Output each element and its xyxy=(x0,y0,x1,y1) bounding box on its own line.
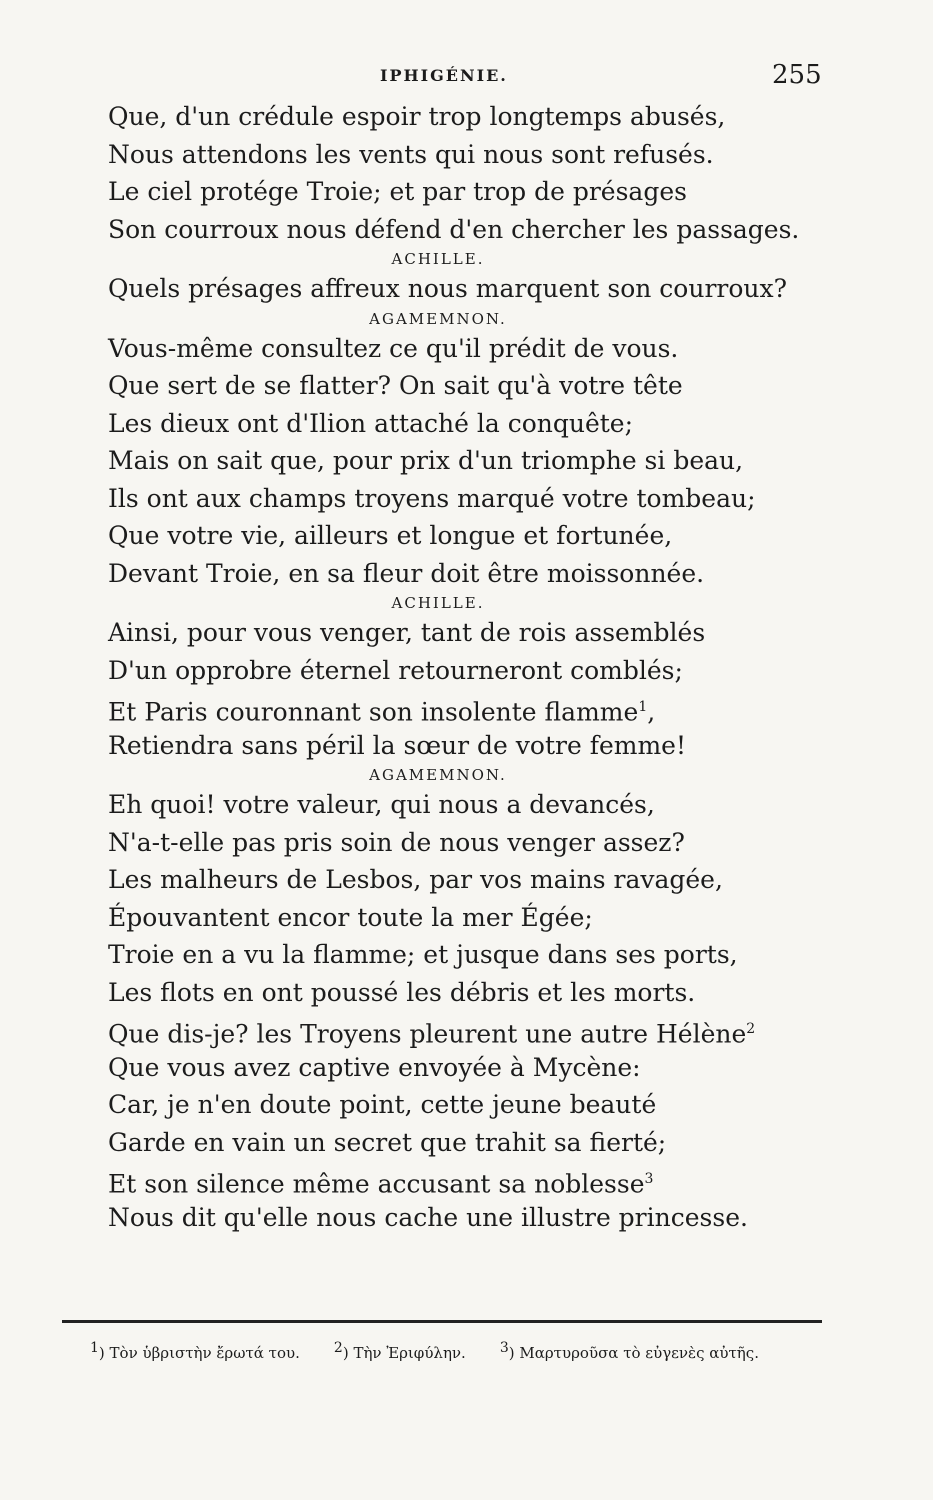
verse-line-text: Que vous avez captive envoyée à Mycène: xyxy=(108,1052,641,1082)
footnote-paren: ) xyxy=(342,1344,354,1362)
verse-line-text: Les dieux ont d'Ilion attaché la conquête; xyxy=(108,408,634,438)
verse-line-text: Les flots en ont poussé les débris et les morts. xyxy=(108,977,696,1007)
verse-line xyxy=(108,136,808,174)
footnote-paren: ) xyxy=(508,1344,520,1362)
verse-line-text: Que dis-je? les Troyens pleurent une autre Hélène xyxy=(108,1019,747,1049)
footnote-number: 3 xyxy=(499,1340,509,1356)
verse-line xyxy=(108,1011,808,1049)
verse-line xyxy=(108,405,808,443)
verse-line xyxy=(108,974,808,1012)
footnote-text: Μαρτυροῦσα τὸ εὐγενὲς αὐτῆς. xyxy=(519,1344,759,1362)
page-header xyxy=(0,60,933,90)
footnote-mark: 3 xyxy=(644,1171,654,1187)
footnote xyxy=(90,1340,300,1362)
verse-line-text: Que, d'un crédule espoir trop longtemps abusés, xyxy=(108,102,726,131)
verse-line xyxy=(108,555,808,593)
verse-text xyxy=(108,98,808,1236)
footnote-text: Τὴν Ἐριφύλην. xyxy=(353,1344,466,1362)
verse-line-text: Troie en a vu la flamme; et jusque dans ses ports, xyxy=(108,940,738,969)
verse-line-text: Nous attendons les vents qui nous sont refusés. xyxy=(108,139,714,169)
verse-line-text: Ils ont aux champs troyens marqué votre tombeau; xyxy=(108,483,756,513)
verse-line xyxy=(108,517,808,555)
verse-line xyxy=(108,270,808,308)
verse-line xyxy=(108,1086,808,1124)
verse-line-text: Son courroux nous défend d'en chercher les passages. xyxy=(108,214,800,244)
verse-line xyxy=(108,211,808,249)
verse-line xyxy=(108,480,808,518)
verse-line xyxy=(108,1161,808,1199)
verse-line xyxy=(108,861,808,899)
verse-line-text: Les malheurs de Lesbos, par vos mains ravagée, xyxy=(108,865,723,894)
footnote xyxy=(334,1340,466,1362)
footnote-rule xyxy=(62,1320,822,1323)
verse-line xyxy=(108,442,808,480)
verse-line xyxy=(108,330,808,368)
verse-line-text: Épouvantent encor toute la mer Égée; xyxy=(108,902,593,932)
speaker-name: ACHILLE. xyxy=(391,250,485,268)
verse-line-text: Ainsi, pour vous venger, tant de rois assemblés xyxy=(108,618,706,647)
speaker-name: AGAMEMNON. xyxy=(369,309,507,328)
verse-line-text: Quels présages affreux nous marquent son courroux? xyxy=(108,274,788,303)
verse-line-text: Retiendra sans péril la sœur de votre femme! xyxy=(108,730,687,760)
verse-line xyxy=(108,1124,808,1162)
verse-line-punctuation: , xyxy=(647,697,656,727)
verse-line xyxy=(108,1199,808,1237)
verse-line-text: Et son silence même accusant sa noblesse xyxy=(108,1169,645,1199)
verse-line xyxy=(108,936,808,974)
verse-line xyxy=(108,614,808,652)
verse-line xyxy=(108,786,808,824)
running-title: IPHIGÉNIE. xyxy=(380,66,508,85)
speaker-name: ACHILLE. xyxy=(391,594,485,612)
verse-line xyxy=(108,173,808,211)
verse-line-text: Car, je n'en doute point, cette jeune beauté xyxy=(108,1090,657,1119)
verse-line xyxy=(108,1049,808,1087)
verse-line-text: N'a-t-elle pas pris soin de nous venger assez? xyxy=(108,827,685,857)
footnote-number: 1 xyxy=(90,1340,99,1356)
footnotes xyxy=(90,1340,820,1362)
verse-line-text: Vous-même consultez ce qu'il prédit de vous. xyxy=(108,333,679,363)
verse-line-text: Devant Troie, en sa fleur doit être moissonnée. xyxy=(108,558,705,588)
verse-line xyxy=(108,689,808,727)
verse-line xyxy=(108,899,808,937)
verse-line-text: Mais on sait que, pour prix d'un triomphe si beau, xyxy=(108,446,744,475)
page-number: 255 xyxy=(772,60,822,90)
footnote-paren: ) xyxy=(98,1344,110,1362)
footnote-number: 2 xyxy=(333,1340,343,1356)
verse-line-text: Garde en vain un secret que trahit sa fierté; xyxy=(108,1127,667,1157)
verse-line xyxy=(108,98,808,136)
verse-line-text: Que sert de se flatter? On sait qu'à votre tête xyxy=(108,371,683,400)
footnote-text: Τὸν ὑβριστὴν ἔρωτά του. xyxy=(109,1344,300,1362)
verse-line-text: Et Paris couronnant son insolente flamme xyxy=(108,697,639,727)
verse-line-text: Le ciel protége Troie; et par trop de présages xyxy=(108,177,687,206)
verse-line-text: Que votre vie, ailleurs et longue et fortunée, xyxy=(108,521,673,550)
footnote-mark: 1 xyxy=(638,699,648,715)
footnote xyxy=(500,1340,759,1362)
verse-line xyxy=(108,727,808,765)
verse-line xyxy=(108,367,808,405)
verse-line-text: D'un opprobre éternel retourneront comblés; xyxy=(108,655,683,685)
footnote-mark: 2 xyxy=(746,1021,756,1037)
verse-line-text: Nous dit qu'elle nous cache une illustre princesse. xyxy=(108,1202,748,1232)
verse-line xyxy=(108,652,808,690)
verse-line xyxy=(108,824,808,862)
verse-line-text: Eh quoi! votre valeur, qui nous a devancés, xyxy=(108,790,655,819)
speaker-name: AGAMEMNON. xyxy=(369,766,507,784)
